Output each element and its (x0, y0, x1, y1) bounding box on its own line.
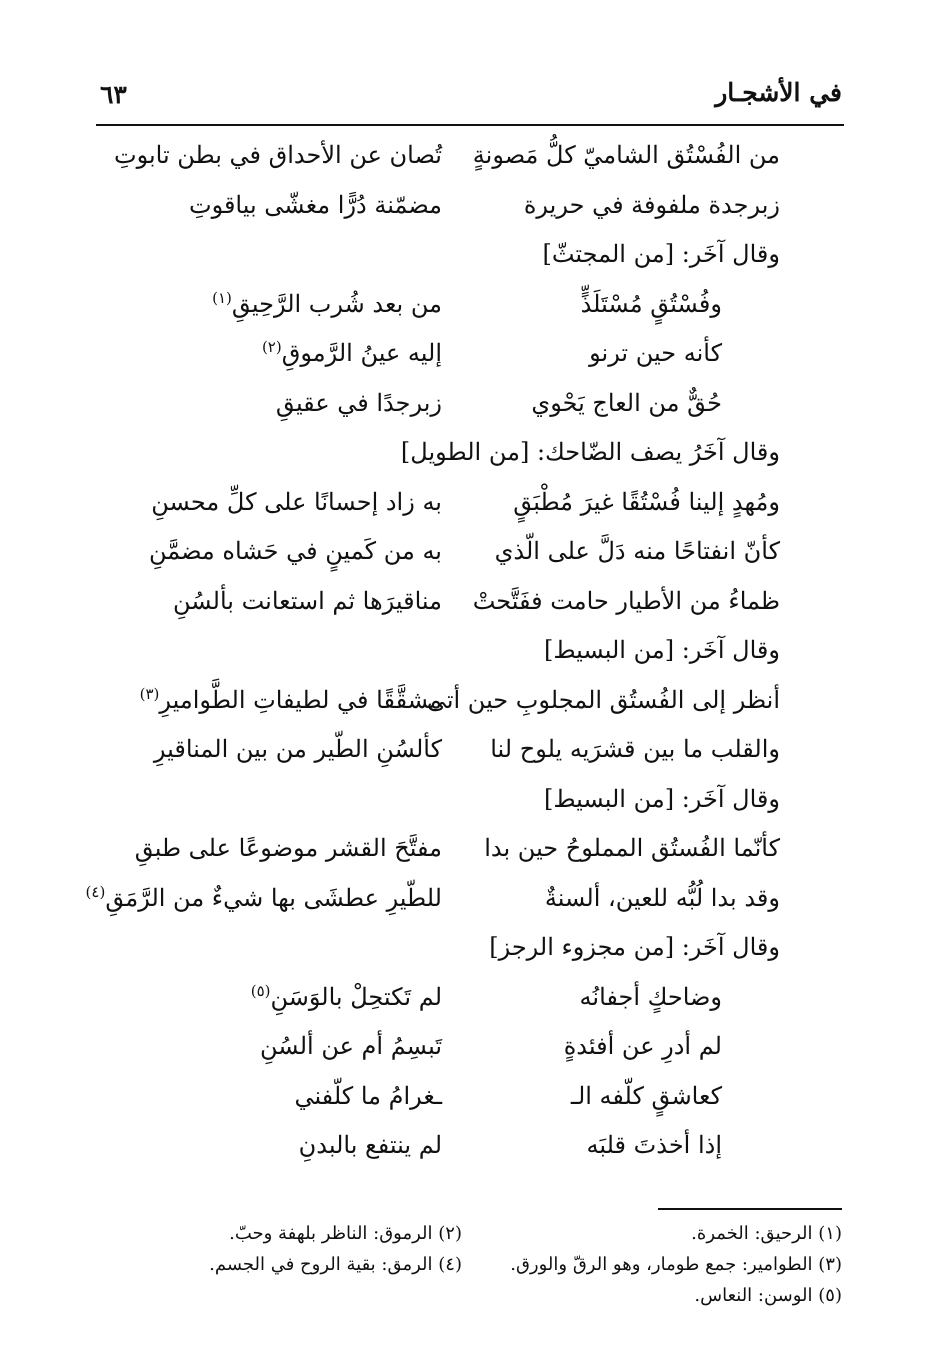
verse-first-hemistich: أنظر إلى الفُستُق المجلوبِ حين أتى (426, 686, 780, 714)
footnote-3: (٣) الطوامير: جمع طومار، وهو الرقّ والورق. (510, 1254, 842, 1275)
verse-first-hemistich: إذا أخذتَ قلبَه (586, 1131, 722, 1159)
verse-first-hemistich: والقلب ما بين قشرَيه يلوح لنا (490, 735, 780, 763)
verse-first-hemistich: ظماءُ من الأطيار حامت ففَتَّحتْ (472, 587, 780, 615)
verse-second-hemistich-text: إليه عينُ الرَّموقِ (281, 339, 442, 367)
verse-first-hemistich: زبرجدة ملفوفة في حريرة (523, 191, 780, 219)
page-number: ٦٣ (100, 80, 127, 109)
verse-intro: وقال آخَرُ يصف الضّاحك: [من الطويل] (400, 438, 780, 466)
footnote-marker: (٣) (139, 685, 160, 703)
verse-second-hemistich (152, 328, 442, 378)
footnote-1: (١) الرحيق: الخمرة. (691, 1223, 842, 1244)
footnote-2: (٢) الرموق: الناظر بلهفة وحبّ. (229, 1223, 462, 1244)
footnote-5: (٥) الوسن: النعاس. (694, 1285, 842, 1306)
verse-second-hemistich-text: كألسُنِ الطّير من بين المناقيرِ (153, 735, 442, 763)
verse-second-hemistich-text: من بعد شُرب الرَّحِيقِ (231, 290, 442, 318)
verse-second-hemistich (97, 130, 442, 180)
verse-first-hemistich: كأنّما الفُستُق المملوحُ حين بدا (484, 834, 780, 862)
verse-first-hemistich: لم أدرِ عن أفئدةٍ (563, 1032, 722, 1060)
verse-second-hemistich-text: مضمّنة دُرًّا مغشّى بياقوتِ (188, 191, 442, 219)
verse-second-hemistich-text: مشقَّقًا في لطيفاتِ الطَّواميرِ (159, 686, 442, 714)
verse-second-hemistich-text: لم ينتفع بالبدنِ (298, 1131, 442, 1159)
verse-intro: وقال آخَر: [من البسيط] (543, 636, 780, 664)
verse-first-hemistich: كأنه حين ترنو (589, 339, 722, 367)
verse-first-hemistich: وضاحكٍ أجفانُه (579, 983, 722, 1011)
verse-second-hemistich (97, 724, 442, 774)
footnote-marker: (٥) (250, 982, 271, 1000)
verse-second-hemistich (97, 576, 442, 626)
verse-first-hemistich: كعاشقٍ كلّفه الـ (570, 1082, 722, 1110)
verse-first-hemistich: وقد بدا لُبُّه للعين، ألسنةٌ (544, 884, 780, 912)
verse-second-hemistich-text: به زاد إحسانًا على كلِّ محسنِ (151, 488, 442, 516)
running-title: في الأشجـار (715, 78, 842, 107)
verse-intro: وقال آخَر: [من مجزوء الرجز] (489, 933, 780, 961)
verse-second-hemistich (97, 675, 442, 725)
footnote-marker: (٢) (261, 338, 282, 356)
verse-second-hemistich (152, 1071, 442, 1121)
verse-second-hemistich (97, 180, 442, 230)
verse-second-hemistich-text: تُصان عن الأحداق في بطن تابوتِ (113, 141, 442, 169)
verse-second-hemistich (97, 823, 442, 873)
verse-second-hemistich (152, 972, 442, 1022)
verse-second-hemistich (97, 526, 442, 576)
verse-first-hemistich: من الفُسْتُق الشاميّ كلُّ مَصونةٍ (472, 141, 780, 169)
verse-second-hemistich-text: زبرجدًا في عقيقِ (275, 389, 442, 417)
verse-second-hemistich-text: مناقيرَها ثم استعانت بألسُنِ (172, 587, 442, 615)
verse-second-hemistich-text: ـغرامُ ما كلّفني (294, 1082, 442, 1110)
verse-intro: وقال آخَر: [من المجتثّ] (542, 240, 780, 268)
verse-second-hemistich (152, 378, 442, 428)
verse-second-hemistich-text: تَبسِمُ أم عن ألسُنِ (260, 1032, 442, 1060)
verse-second-hemistich (152, 1120, 442, 1170)
verse-second-hemistich (85, 873, 442, 923)
footnote-4: (٤) الرمق: بقية الروح في الجسم. (209, 1254, 462, 1275)
footnote-marker: (٤) (85, 883, 106, 901)
verse-intro: وقال آخَر: [من البسيط] (543, 785, 780, 813)
footnote-marker: (١) (212, 289, 232, 307)
verse-second-hemistich (152, 1021, 442, 1071)
verse-second-hemistich (97, 477, 442, 527)
verse-first-hemistich: حُقٌّ من العاج يَحْوي (531, 389, 722, 417)
verse-first-hemistich: وفُسْتُقٍ مُسْتَلَذٍّ (580, 290, 722, 318)
footnote-rule (658, 1208, 842, 1210)
verse-first-hemistich: كأنّ انفتاحًا منه دَلَّ على الّذي (494, 537, 780, 565)
header-rule (96, 124, 844, 126)
verse-second-hemistich-text: لم تَكتحِلْ بالوَسَنِ (270, 983, 442, 1011)
verse-second-hemistich (152, 279, 442, 329)
verse-second-hemistich-text: به من كَمينٍ في حَشاه مضمَّنِ (148, 537, 442, 565)
verse-second-hemistich-text: للطّيرِ عطشَى بها شيءٌ من الرَّمَقِ (105, 884, 442, 912)
verse-second-hemistich-text: مفتَّحَ القشر موضوعًا على طبقِ (134, 834, 442, 862)
verse-first-hemistich: ومُهدٍ إلينا فُسْتُقًا غيرَ مُطْبَقٍ (513, 488, 780, 516)
